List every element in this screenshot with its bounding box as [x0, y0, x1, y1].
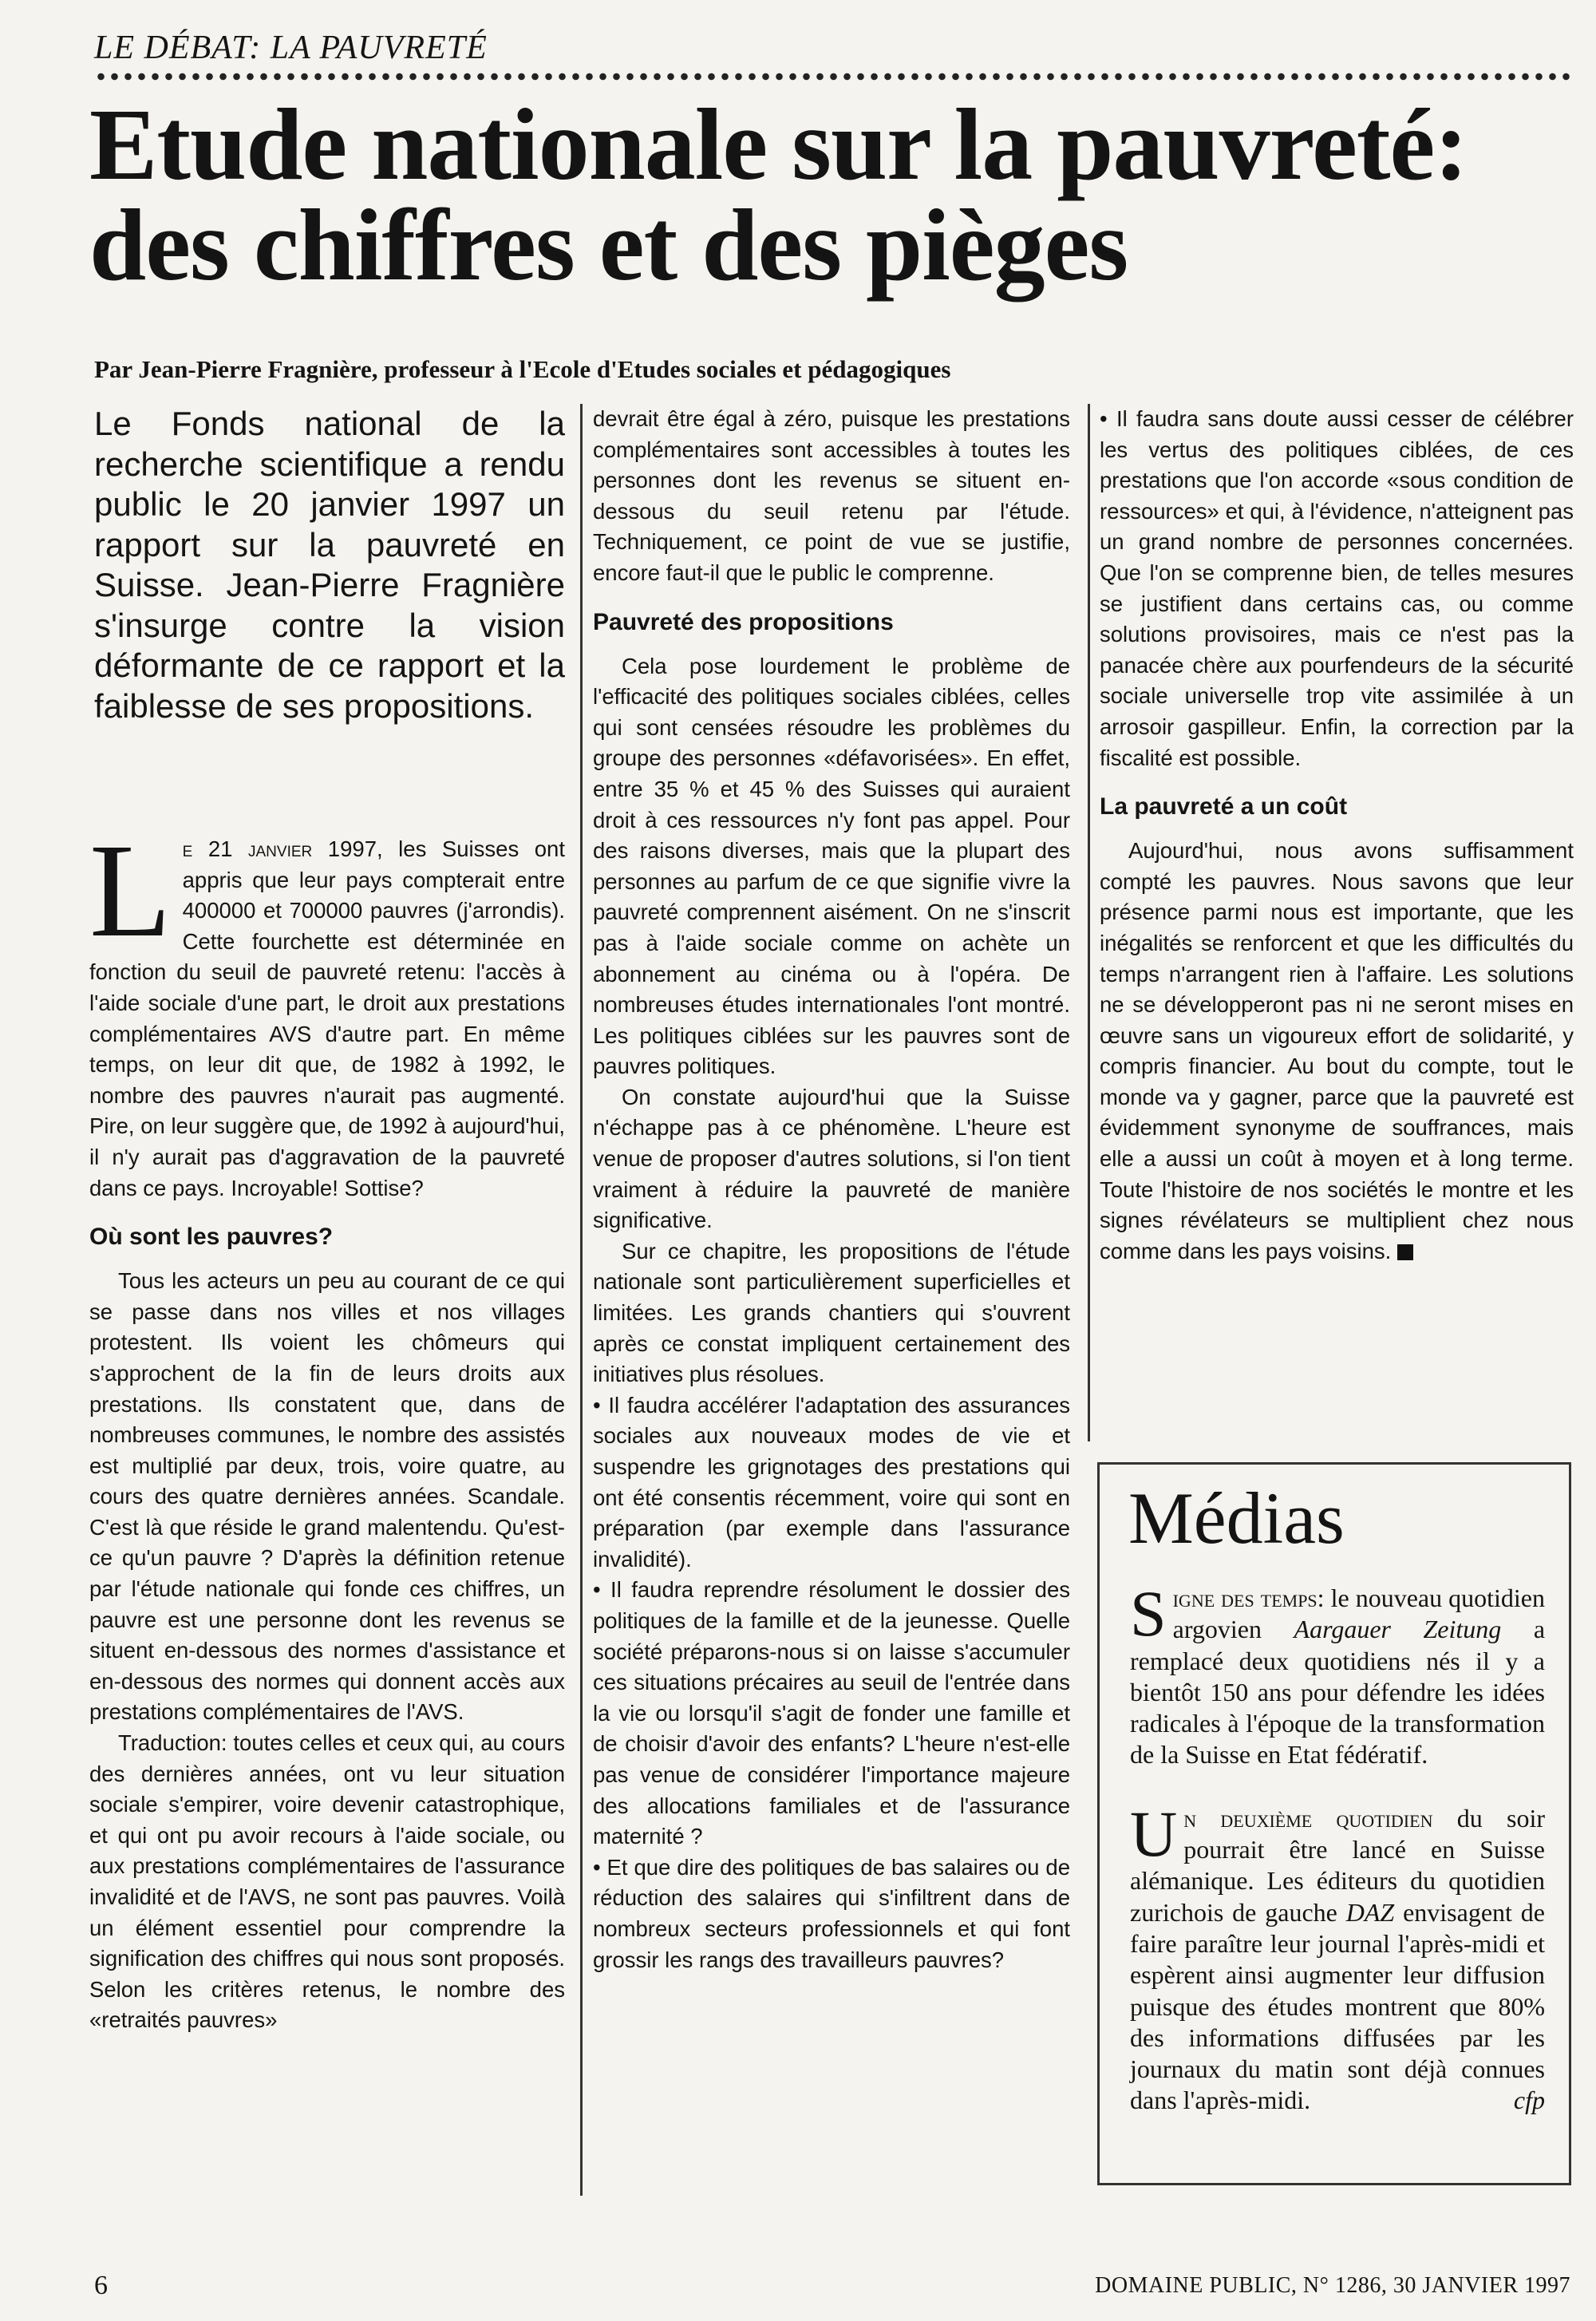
- page-number: 6: [94, 2271, 108, 2300]
- subheading-la-pauvrete-a-un-cout: La pauvreté a un coût: [1100, 793, 1348, 820]
- small-caps-opening: n deuxième quotidien: [1183, 1803, 1433, 1833]
- publication-footer: DOMAINE PUBLIC, N° 1286, 30 JANVIER 1997: [1095, 2273, 1570, 2298]
- paragraph: Sur ce chapitre, les propositions de l'étude nationale sont particulièrement superficielles et limitées. Les grands chantiers qui s'ouvrent après ce constat impliquent certainement des initiatives plus résolues.: [593, 1238, 1070, 1387]
- medias-text: du soir pourrait être lancé en Suisse alémanique. Les éditeurs du quotidien zurichois de gauche: [1130, 1803, 1545, 1927]
- small-caps-opening: igne des temps:: [1172, 1584, 1325, 1612]
- drop-cap: S: [1130, 1577, 1167, 1650]
- drop-cap: U: [1130, 1797, 1178, 1870]
- column-2: [593, 404, 1070, 1975]
- medias-text: envisagent de faire paraître leur journal l'après-midi et espèrent ainsi augmenter leur diffusion puisque des études montrent que 80% des informations diffusées par les journaux du matin sont déjà connues dans l'après-midi.: [1130, 1897, 1546, 2115]
- medias-item: [1130, 1577, 1546, 1771]
- medias-sidebar-box: [1097, 1462, 1571, 2185]
- byline: Par Jean-Pierre Fragnière, professeur à l'Ecole d'Etudes sociales et pédagogiques: [94, 355, 951, 383]
- lead-paragraph: Le Fonds national de la recherche scientifique a rendu public le 20 janvier 1997 un rapport sur la pauvreté en Suisse. Jean-Pierre Fragnière s'insurge contre la vision déformante de ce rapport et la faiblesse de ses propositions.: [94, 405, 565, 725]
- subheading-pauvrete-des-propositions: Pauvreté des propositions: [593, 608, 894, 635]
- bullet-item: • Il faudra reprendre résolument le dossier des politiques de la famille et de la jeunesse. Quelle société préparons-nous si on laisse s'accumuler ces situations précaires au seuil de l'entrée dans la vie ou lorsqu'il s'agit de fonder une famille et de choisir d'avoir des enfants? L'heure n'est-elle pas venue de considérer l'importance majeure des allocations familiales et de l'assurance maternité ?: [593, 1577, 1070, 1849]
- dotted-rule: [94, 72, 1570, 81]
- paragraph: Tous les acteurs un peu au courant de ce qui se passe dans nos villes et nos villages protestent. Ils voient les chômeurs qui s'approchent de la fin de leurs droits aux prestations. Ils constatent que, dans de nombreuses communes, le nombre des assistés est multiplié par deux, trois, voire quatre, au cours des quatre dernières années. Scandale. C'est là que réside le grand malentendu. Qu'est-ce qu'un pauvre ? D'après la définition retenue par l'étude nationale qui fonde ces chiffres, un pauvre est une personne dont les revenus se situent en-dessous des normes d'assistance et en-dessous des normes qui donnent accès aux prestations complémentaires de l'AVS.: [89, 1268, 565, 1725]
- medias-item: [1130, 1797, 1546, 2117]
- drop-cap: L: [89, 817, 172, 965]
- article-title: [89, 88, 1574, 302]
- author-signature: cfp: [1513, 2086, 1545, 2115]
- medias-body: [1130, 1577, 1546, 2149]
- paragraph: Traduction: toutes celles et ceux qui, au cours des dernières années, ont vu leur situation sociale s'empirer, voire devenir catastrophique, et qui ont pu avoir recours à l'aide sociale, ou aux prestations complémentaires de l'assurance invalidité et de l'AVS, ne sont pas pauvres. Voilà un élément essentiel pour comprendre la signification des chiffres qui nous sont proposés. Selon les critères retenus, le nombre des «retraités pauvres»: [89, 1730, 565, 2033]
- subheading-ou-sont-les-pauvres: Où sont les pauvres?: [89, 1224, 334, 1251]
- column-3: [1100, 404, 1574, 1267]
- bullet-item: • Il faudra accélérer l'adaptation des assurances sociales aux nouveaux modes de vie et suspendre les grignotages des prestations qui ont été consentis récemment, voire qui sont en préparation (par exemple dans l'assurance invalidité).: [593, 1392, 1070, 1572]
- title-line-2: des chiffres et des pièges: [89, 188, 1128, 302]
- medias-title: Médias: [1128, 1477, 1345, 1559]
- newspaper-name: Aargauer Zeitung: [1294, 1615, 1502, 1644]
- intro-paragraph: [89, 817, 565, 1204]
- end-mark-icon: [1397, 1244, 1413, 1260]
- bullet-item: • Et que dire des politiques de bas salaires ou de réduction des salaires qui s'infiltrent dans de nombreux secteurs professionnels et qui font grossir les rangs des travailleurs pauvres?: [593, 1854, 1070, 1972]
- paragraph: Cela pose lourdement le problème de l'efficacité des politiques sociales ciblées, celles qui sont censées résoudre les problèmes du groupe des personnes «défavorisées». En effet, entre 35 % et 45 % des Suisses qui auraient droit à ces ressources n'y font pas appel. Pour des raisons diverses, mais que la plupart des personnes au parfum de ce que signifie vivre la pauvreté comprennent aisément. On ne s'inscrit pas à l'aide sociale comme on achète un abonnement au cinéma ou à l'opéra. De nombreuses études internationales l'ont montré. Les politiques ciblées sur les pauvres sont de pauvres politiques.: [593, 653, 1070, 1079]
- column-rule-1: [580, 404, 583, 2196]
- paragraph: devrait être égal à zéro, puisque les prestations complémentaires sont accessibles à toutes les personnes dont les revenus se situent en-dessous du seuil retenu par l'étude. Techniquement, ce point de vue se justifie, encore faut-il que le public le comprenne.: [593, 406, 1070, 585]
- medias-text: le nouveau quotidien argovien: [1172, 1584, 1546, 1644]
- bullet-item: • Il faudra sans doute aussi cesser de célébrer les vertus des politiques ciblées, de ces prestations que l'on accorde «sous condition de ressources» et qui, à l'évidence, n'atteignent pas un grand nombre de personnes concernées. Que l'on se comprenne bien, de telles mesures se justifient dans certains cas, ou comme solutions provisoires, mais ce n'est pas la panacée chère aux pourfendeurs de la sécurité sociale universelle trop vite assimilée à un arrosoir gaspilleur. Enfin, la correction par la fiscalité est possible.: [1100, 406, 1574, 770]
- closing-text: Aujourd'hui, nous avons suffisamment compté les pauvres. Nous savons que leur présence parmi nous est importante, que les inégalités se renforcent et que les difficultés du temps n'arrangent rien à l'affaire. Les solutions ne se développeront pas ni ne seront mises en œuvre sans un vigoureux effort de solidarité, y compris financier. Au bout du compte, tout le monde va y gagner, parce que la pauvreté est évidemment synonyme de souffrances, mais elle a aussi un coût à moyen et à long terme. Toute l'histoire de nos sociétés le montre et les signes révélateurs se multiplient chez nous comme dans les pays voisins.: [1100, 838, 1574, 1263]
- paragraph: On constate aujourd'hui que la Suisse n'échappe pas à ce phénomène. L'heure est venue de proposer d'autres solutions, si l'on tient vraiment à réduire la pauvreté de manière significative.: [593, 1084, 1070, 1233]
- title-line-1: Etude nationale sur la pauvreté:: [89, 88, 1468, 201]
- newspaper-name: DAZ: [1345, 1897, 1395, 1927]
- intro-text: 1997, les Suisses ont appris que leur pays compterait entre 400000 et 700000 pauvres (j'arrondis). Cette fourchette est déterminée en fonction du seuil de pauvreté retenu: l'accès à l'aide sociale d'une part, le droit aux prestations complémentaires AVS d'autre part. En même temps, on leur dit que, de 1982 à 1992, le nombre des pauvres n'aurait pas augmenté. Pire, on leur suggère que, de 1992 à aujourd'hui, il n'y aurait pas d'aggravation de la pauvreté dans ce pays. Incroyable! Sottise?: [89, 836, 565, 1200]
- small-caps-opening: e 21 janvier: [182, 836, 313, 861]
- rubric: LE DÉBAT: LA PAUVRETÉ: [94, 30, 488, 66]
- column-1: [89, 817, 565, 2036]
- column-rule-2: [1088, 404, 1090, 1441]
- paragraph: [1100, 836, 1574, 1267]
- medias-text: a remplacé deux quotidiens nés il y a bientôt 150 ans pour défendre les idées radicales à l'époque de la transformation de la Suisse en Etat fédératif.: [1130, 1615, 1546, 1769]
